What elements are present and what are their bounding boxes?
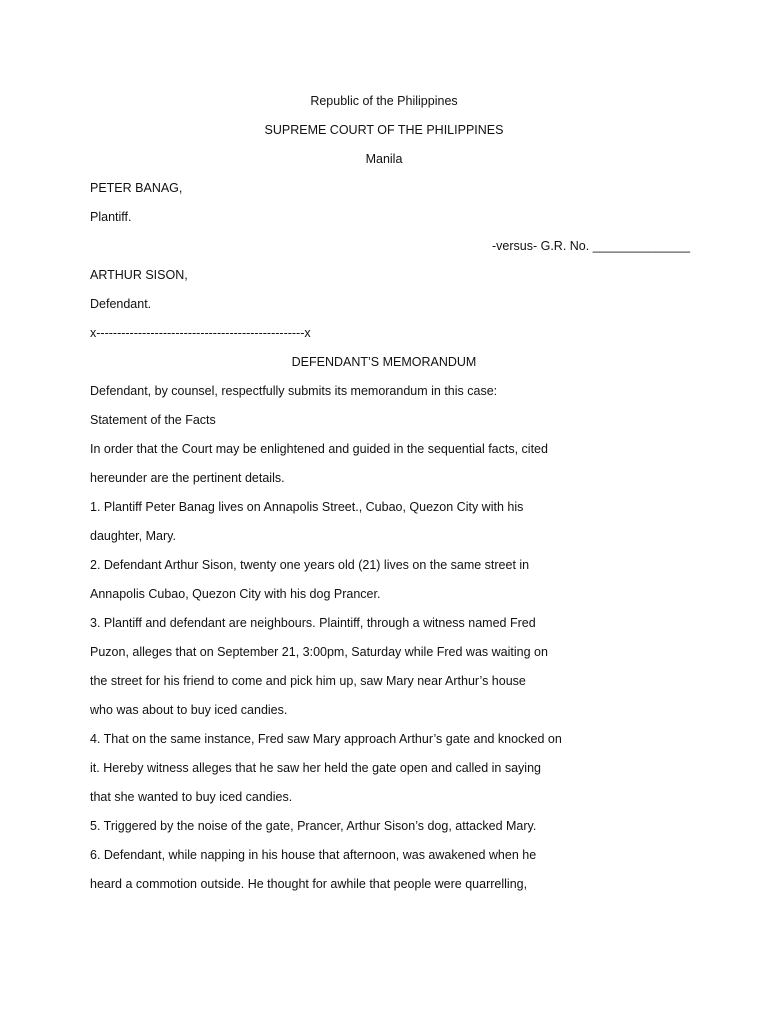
- body-line: 5. Triggered by the noise of the gate, Prancer, Arthur Sison’s dog, attacked Mary.: [90, 819, 537, 833]
- body-line: daughter, Mary.: [90, 529, 176, 543]
- body-line: it. Hereby witness alleges that he saw her held the gate open and called in saying: [90, 761, 541, 775]
- body-line: that she wanted to buy iced candies.: [90, 790, 293, 804]
- body-line: Puzon, alleges that on September 21, 3:00pm, Saturday while Fred was waiting on: [90, 645, 548, 659]
- body-line: 6. Defendant, while napping in his house that afternoon, was awakened when he: [90, 848, 537, 862]
- body-line: heard a commotion outside. He thought for awhile that people were quarrelling,: [90, 877, 528, 891]
- republic-heading: Republic of the Philippines: [310, 94, 458, 108]
- body-line: the street for his friend to come and pick him up, saw Mary near Arthur’s house: [90, 674, 526, 688]
- body-line: In order that the Court may be enlightened and guided in the sequential facts, cited: [90, 442, 548, 456]
- plaintiff-name: PETER BANAG,: [90, 181, 183, 195]
- body-line: hereunder are the pertinent details.: [90, 471, 285, 485]
- plaintiff-role: Plantiff.: [90, 210, 132, 224]
- body-line: who was about to buy iced candies.: [90, 703, 288, 717]
- section-heading: Statement of the Facts: [90, 413, 216, 427]
- caption-separator: x--------------------------------------------------x: [90, 326, 311, 340]
- body-line: 1. Plantiff Peter Banag lives on Annapolis Street., Cubao, Quezon City with his: [90, 500, 524, 514]
- defendant-name: ARTHUR SISON,: [90, 268, 188, 282]
- document-title: DEFENDANT’S MEMORANDUM: [291, 355, 477, 369]
- city-heading: Manila: [365, 152, 403, 166]
- body-line: 4. That on the same instance, Fred saw Mary approach Arthur’s gate and knocked on: [90, 732, 562, 746]
- court-heading: SUPREME COURT OF THE PHILIPPINES: [264, 123, 504, 137]
- body-line: 2. Defendant Arthur Sison, twenty one years old (21) lives on the same street in: [90, 558, 530, 572]
- intro-paragraph: Defendant, by counsel, respectfully submits its memorandum in this case:: [90, 384, 498, 398]
- body-line: Annapolis Cubao, Quezon City with his dog Prancer.: [90, 587, 381, 601]
- body-line: 3. Plantiff and defendant are neighbours. Plaintiff, through a witness named Fred: [90, 616, 536, 630]
- versus-case-number: -versus- G.R. No. ______________: [492, 239, 691, 253]
- defendant-role: Defendant.: [90, 297, 152, 311]
